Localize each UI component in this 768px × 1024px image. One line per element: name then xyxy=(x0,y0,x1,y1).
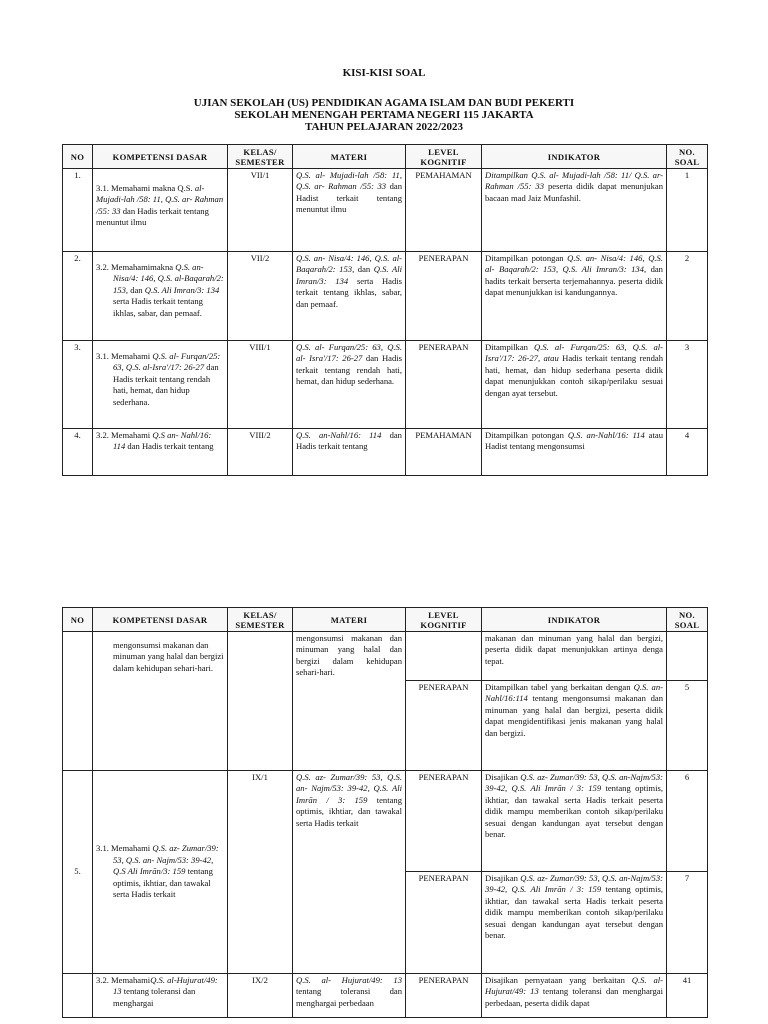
col-materi: MATERI xyxy=(293,608,406,632)
materi-text: dan Hadis terkait tentang rendah hati, hemat, dan hidup sederhana. xyxy=(296,353,402,387)
level-cell: PENERAPAN xyxy=(406,681,482,771)
indikator-text-2: atau Hadist tentang mengonsumsi xyxy=(485,430,663,452)
materi-text: dan Hadis terkait tentang xyxy=(296,430,402,452)
row-number: 5. xyxy=(63,771,93,974)
materi-cell xyxy=(293,429,406,476)
level-cell: PENERAPAN xyxy=(406,771,482,872)
semester-label: SEMESTER xyxy=(235,619,285,630)
kd-text-3: serta Hadis terkait tentang ikhlas, sabar, dan pemaaf. xyxy=(113,296,203,318)
kompetensi-cell: mengonsumsi makanan dan minuman yang halal dan bergizi dalam kehidupan sehari-hari. xyxy=(93,632,228,771)
level-cell: PENERAPAN xyxy=(406,974,482,1018)
materi-text: tentang toleransi dan menghargai perbedaan xyxy=(296,986,402,1008)
doc-subtitle-3: TAHUN PELAJARAN 2022/2023 xyxy=(304,121,464,133)
indikator-text-2: Hadis terkait tentang rendah hati, hemat, dan hidup sederhana peserta didik dapat menunjukkan contoh sikap/perilaku sesuai dengan ayat tersebut. xyxy=(485,353,663,398)
materi-cell xyxy=(293,771,406,974)
materi-cell xyxy=(293,974,406,1018)
table-row xyxy=(63,429,708,476)
kd-ayat: Q.S. az- Zumar/39: 53, Q.S. an- Najm/53: 39-42, Q.S Ali Imrān/3: 159 xyxy=(113,843,219,877)
level-cell xyxy=(406,632,482,681)
kd-ayat-2: Q.S. ar- Rahman /55: 33 xyxy=(96,194,224,216)
row-number: 4. xyxy=(63,429,93,476)
level-cell: PENERAPAN xyxy=(406,252,482,341)
kelas-label: KELAS/ xyxy=(243,146,277,157)
kd-ayat: Q.S. al-Hujurat/49: 13 xyxy=(113,975,218,997)
indikator-cell: makanan dan minuman yang halal dan bergizi, peserta didik dapat menunjukkan artinya denga tepat. xyxy=(482,632,667,681)
kompetensi-cell xyxy=(93,252,228,341)
table-row xyxy=(63,771,708,872)
materi-text: dan Hadist terkait tentang menuntut ilmu xyxy=(296,181,402,215)
col-kelas-semester xyxy=(228,145,293,169)
indikator-cell xyxy=(482,771,667,872)
kompetensi-cell xyxy=(93,341,228,429)
materi-text: tentang optimis, ikhtiar, dan tawakal serta Hadis terkait xyxy=(296,794,402,828)
materi-ayat: Q.S. al- Hujurat/49: 13 xyxy=(296,975,402,985)
no-soal-cell: 6 xyxy=(667,771,708,872)
indikator-ayat: Q.S. al- Hujurat/49: 13 xyxy=(485,975,663,997)
kelas-cell: IX/2 xyxy=(228,974,293,1018)
indikator-cell xyxy=(482,681,667,771)
col-level-kognitif xyxy=(406,608,482,632)
kompetensi-cell xyxy=(93,771,228,974)
indikator-cell xyxy=(482,974,667,1018)
table-row xyxy=(63,169,708,252)
indikator-ayat: Q.S. an-Nahl/16:114 xyxy=(485,682,663,704)
kognitif-label: KOGNITIF xyxy=(420,156,467,167)
no-soal-cell: 5 xyxy=(667,681,708,771)
kd-text: 3.1. Memahami xyxy=(96,843,153,854)
level-cell: PENERAPAN xyxy=(406,341,482,429)
col-indikator: INDIKATOR xyxy=(482,608,667,632)
table-header-row xyxy=(63,145,708,169)
kd-text-2: tentang optimis, ikhtiar, dan tawakal serta Hadis terkait xyxy=(113,866,213,900)
no-label: NO. xyxy=(679,146,695,157)
level-label: LEVEL xyxy=(428,146,459,157)
indikator-ayat: Q.S. an-Nahl/16: 114 xyxy=(567,430,645,440)
indikator-text: Ditampilkan potongan xyxy=(485,430,568,440)
row-number: 3. xyxy=(63,341,93,429)
indikator-ayat: Q.S. an- Nisa/4: 146, Q.S. al- Baqarah/2: 153, Q.S. Ali Imran/3: 134 xyxy=(485,253,664,275)
no-soal-cell: 4 xyxy=(667,429,708,476)
kd-text: 3.2. Memahami xyxy=(96,430,153,440)
col-no-soal xyxy=(667,608,708,632)
kd-text-2: tentang toleransi dan menghargai xyxy=(113,986,196,1008)
table-row xyxy=(63,974,708,1018)
materi-text: dan xyxy=(354,264,374,275)
materi-ayat-2: Q.S. Ali Imran/3: 134 xyxy=(296,264,402,286)
table-row xyxy=(63,341,708,429)
kd-ayat: Q.S an- Nahl/16: 114 xyxy=(113,430,212,452)
materi-cell xyxy=(293,169,406,252)
indikator-cell xyxy=(482,872,667,974)
soal-label: SOAL xyxy=(674,156,700,167)
kelas-label: KELAS/ xyxy=(243,609,277,620)
materi-ayat: Q.S. an- Nisa/4: 146, Q.S. al- Baqarah/2: 153, xyxy=(296,253,402,275)
indikator-text-2: tentang toleransi dan menghargai perbedaan, peserta didik dapat xyxy=(485,986,663,1008)
no-soal-cell: 3 xyxy=(667,341,708,429)
no-soal-cell: 2 xyxy=(667,252,708,341)
materi-cell xyxy=(293,341,406,429)
col-no: NO xyxy=(63,608,93,632)
semester-label: SEMESTER xyxy=(235,156,285,167)
kd-text-2: dan Hadis terkait tentang menuntut ilmu xyxy=(96,205,209,228)
materi-ayat: Q.S. al- Mujadi-lah /58: 11, Q.S. ar- Rahman /55: 33 xyxy=(296,170,402,192)
kd-ayat-2: Q.S. Ali Imran/3: 134 xyxy=(144,284,220,295)
col-indikator: INDIKATOR xyxy=(482,145,667,169)
row-number: 1. xyxy=(63,169,93,252)
indikator-ayat: Q.S. az- Zumar/39: 53, Q.S. an-Najm/53: 39-42, Q.S. Ali Imrān / 3: 159 xyxy=(485,772,663,794)
col-kompetensi-dasar: KOMPETENSI DASAR xyxy=(93,145,228,169)
grid-table-page-1 xyxy=(62,144,708,476)
kd-text-2: dan xyxy=(128,284,145,295)
table-row xyxy=(63,252,708,341)
col-materi: MATERI xyxy=(293,145,406,169)
indikator-text: peserta didik dapat menunjukan bacaan mad Jaiz Munfashil. xyxy=(485,181,663,203)
doc-title: KISI-KISI SOAL xyxy=(342,67,426,79)
materi-ayat: Q.S. az- Zumar/39: 53, Q.S. an- Najm/53: 39-42, Q.S. Ali Imrān / 3: 159 xyxy=(296,772,402,805)
level-cell: PEMAHAMAN xyxy=(406,169,482,252)
kompetensi-cell xyxy=(93,974,228,1018)
col-level-kognitif xyxy=(406,145,482,169)
indikator-text: Ditampilkan tabel yang berkaitan dengan xyxy=(485,682,634,692)
kd-text: 3.1. Memahami makna Q.S. xyxy=(96,183,195,193)
doc-subtitle-2: SEKOLAH MENENGAH PERTAMA NEGERI 115 JAKARTA xyxy=(234,109,534,121)
indikator-text: Disajikan xyxy=(485,873,521,883)
kelas-cell xyxy=(228,632,293,771)
soal-label: SOAL xyxy=(674,619,700,630)
indikator-text-2: , dan hadits terkait berserta terjemahannya. peserta didik dapat menunjukkan isi kandungannya. xyxy=(485,264,663,298)
kd-text-2: dan Hadis terkait tentang xyxy=(125,441,214,452)
kelas-cell: IX/1 xyxy=(228,771,293,974)
no-soal-cell xyxy=(667,632,708,681)
no-soal-cell: 7 xyxy=(667,872,708,974)
row-number: 2. xyxy=(63,252,93,341)
kelas-cell: VII/1 xyxy=(228,169,293,252)
no-soal-cell: 1 xyxy=(667,169,708,252)
no-label: NO. xyxy=(679,609,695,620)
kelas-cell: VII/2 xyxy=(228,252,293,341)
indikator-cell xyxy=(482,169,667,252)
kd-ayat: Q.S. an- Nisa/4: 146, Q.S. al-Baqarah/2: 153, xyxy=(113,262,224,295)
indikator-cell xyxy=(482,252,667,341)
materi-cell xyxy=(293,252,406,341)
indikator-text: Ditampilkan xyxy=(485,342,535,352)
level-cell: PENERAPAN xyxy=(406,872,482,974)
kognitif-label: KOGNITIF xyxy=(420,619,467,630)
indikator-text-2: tentang optimis, ikhtiar, dan tawakal serta Hadis terkait peserta didik mampu memberikan contoh sikap/perilaku sesuai dengan kandungan ayat tersebut dengan benar. xyxy=(485,884,663,941)
level-cell: PEMAHAMAN xyxy=(406,429,482,476)
indikator-text: Disajikan xyxy=(485,772,521,782)
materi-text-2: serta Hadis terkait tentang ikhlas, sabar, dan pemaaf. xyxy=(296,275,402,309)
materi-ayat: Q.S. an-Nahl/16: 114 xyxy=(296,430,382,440)
col-kompetensi-dasar: KOMPETENSI DASAR xyxy=(93,608,228,632)
no-soal-cell: 41 xyxy=(667,974,708,1018)
kd-ayat: al- Mujadi-lah /58: 11, xyxy=(96,183,205,205)
doc-subtitle-1: UJIAN SEKOLAH (US) PENDIDIKAN AGAMA ISLAM DAN BUDI PEKERTI xyxy=(193,97,575,109)
kd-ayat: Q.S. al- Furqan/25: 63, Q.S. al-Isra'/17: 26-27 xyxy=(113,351,221,373)
kd-text: 3.2. Memahami xyxy=(96,975,151,985)
kompetensi-cell xyxy=(93,429,228,476)
row-number xyxy=(63,974,93,1018)
indikator-ayat: Q.S. az- Zumar/39: 53, Q.S. an-Najm/53: 39-42, Q.S. Ali Imrān / 3: 159 xyxy=(485,873,663,895)
indikator-text: Disajikan pernyataan yang berkaitan xyxy=(485,975,632,985)
kd-text-2: dan Hadis terkait tentang rendah hati, hemat, dan hidup sederhana. xyxy=(113,362,219,407)
grid-table-page-2 xyxy=(62,607,708,1018)
indikator-cell xyxy=(482,341,667,429)
indikator-cell xyxy=(482,429,667,476)
materi-ayat: Q.S. al- Furqan/25: 63, Q.S. al- Isra'/17: 26-27 xyxy=(296,342,402,364)
kd-text: 3.2. Memahamimakna xyxy=(96,262,176,272)
kelas-cell: VIII/2 xyxy=(228,429,293,476)
indikator-text: Ditampilkan potongan xyxy=(485,253,568,263)
table-row xyxy=(63,632,708,681)
indikator-ayat: Ditampilkan Q.S. al- Mujadi-lah /58: 11/ Q.S. ar- Rahman /55: 33 xyxy=(485,170,663,192)
col-no-soal xyxy=(667,145,708,169)
kelas-cell: VIII/1 xyxy=(228,341,293,429)
col-kelas-semester xyxy=(228,608,293,632)
col-no: NO xyxy=(63,145,93,169)
indikator-text-2: tentang optimis, ikhtiar, dan tawakal serta Hadis terkait peserta didik mampu memberikan contoh sikap/perilaku sesuai dengan kandungan ayat tersebut dengan benar. xyxy=(485,783,663,840)
indikator-text-2: tentang mengonsumsi makanan dan minuman yang halal dan bergizi, peserta didik dapat mengidentifikasi jenis makanan yang halal dan bergizi. xyxy=(485,693,663,738)
row-number xyxy=(63,632,93,771)
table-header-row xyxy=(63,608,708,632)
materi-cell: mengonsumsi makanan dan minuman yang halal dan bergizi dalam kehidupan sehari-hari. xyxy=(293,632,406,771)
level-label: LEVEL xyxy=(428,609,459,620)
indikator-ayat: Q.S. al- Furqan/25: 63, Q.S. al- Isra'/17: 26-27, atau xyxy=(485,342,664,364)
kd-text: 3.1. Memahami xyxy=(96,351,153,361)
kompetensi-cell xyxy=(93,169,228,252)
